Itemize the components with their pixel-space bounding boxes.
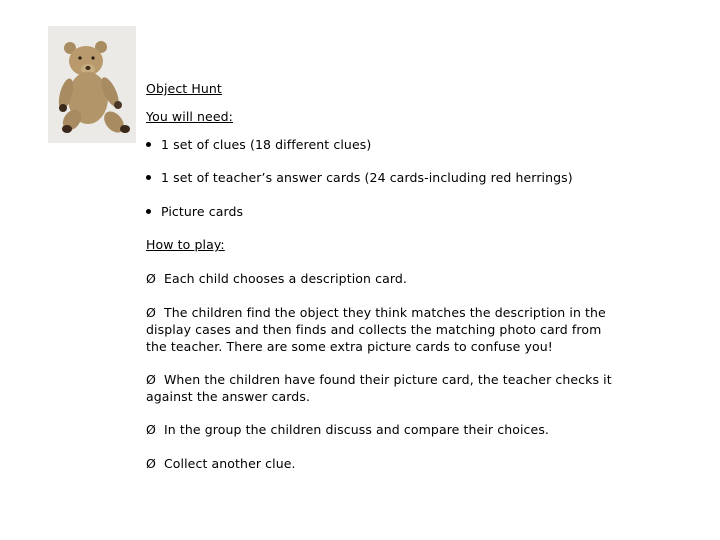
arrow-bullet-icon: Ø xyxy=(146,372,156,387)
arrow-bullet-icon: Ø xyxy=(146,305,156,320)
bullet-icon xyxy=(146,209,151,214)
teddy-bear-photo xyxy=(48,26,136,143)
bullet-icon xyxy=(146,175,151,180)
step-item: Ø Each child chooses a description card. xyxy=(146,271,407,286)
howto-heading: How to play: xyxy=(146,237,225,252)
arrow-bullet-icon: Ø xyxy=(146,456,156,471)
arrow-bullet-icon: Ø xyxy=(146,422,156,437)
step-item: Ø Collect another clue. xyxy=(146,456,296,471)
bullet-icon xyxy=(146,142,151,147)
page-title: Object Hunt xyxy=(146,81,222,96)
need-item: Picture cards xyxy=(146,204,243,220)
step-item: Ø The children find the object they think matches the description in the display cases and then finds and collects the matching photo card from the teacher. There are some extra picture cards to confuse you! xyxy=(146,305,606,354)
step-item: Ø In the group the children discuss and compare their choices. xyxy=(146,422,549,437)
step-item: Ø When the children have found their picture card, the teacher checks it against the answer cards. xyxy=(146,372,612,404)
arrow-bullet-icon: Ø xyxy=(146,271,156,286)
need-item: 1 set of teacher’s answer cards (24 cards-including red herrings) xyxy=(146,170,573,186)
need-heading: You will need: xyxy=(146,109,233,124)
need-item: 1 set of clues (18 different clues) xyxy=(146,137,371,153)
